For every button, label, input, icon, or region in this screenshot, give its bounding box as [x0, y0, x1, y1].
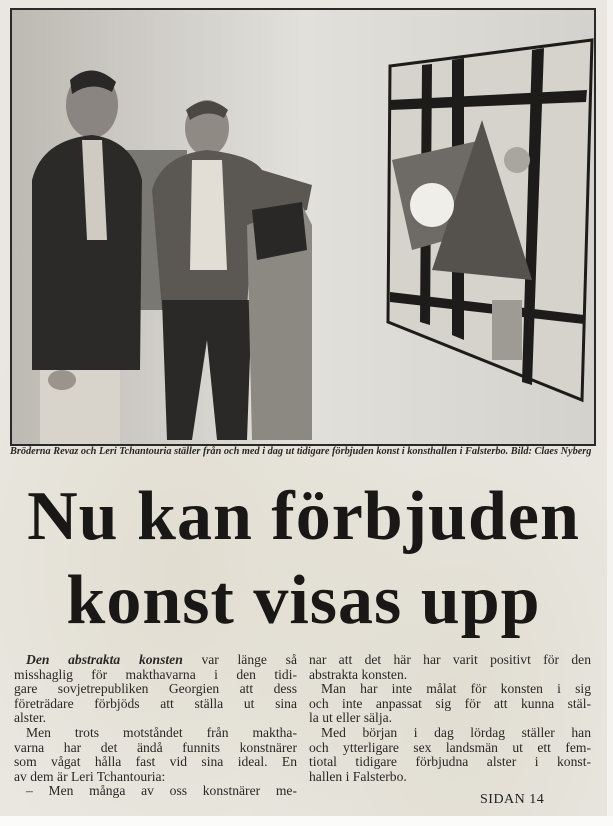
- pedestal: [247, 202, 312, 440]
- body-line: alster.: [14, 710, 47, 726]
- article-column-right: [309, 653, 591, 784]
- body-line: företrädare förbjöds att ställa ut sina: [14, 695, 297, 711]
- scan-edge: [0, 816, 613, 826]
- body-line: som vågat hålla fast vid sina ideal. En: [14, 754, 297, 770]
- body-line: nar att det här har varit positivt för den: [309, 652, 591, 667]
- article-column-left: [14, 653, 297, 799]
- body-line: Med början i dag lördag ställer han: [321, 724, 591, 740]
- body-line: varna har det ändå funnits konstnärer: [14, 739, 297, 755]
- photo-caption: Bröderna Revaz och Leri Tchantouria ställer från och med i dag ut tidigare förbjuden konst i konsthallen i Falsterbo. Bild: Claes Nyberg: [10, 446, 592, 457]
- body-line: [14, 653, 297, 668]
- body-line: la ut eller sälja.: [309, 710, 393, 726]
- lead-in: Den abstrakta konsten: [26, 652, 183, 667]
- headline-line-2: konst visas upp: [66, 562, 541, 639]
- body-line: Men trots motståndet från maktha-: [26, 724, 297, 740]
- body-line: tiotal tidigare förbjudna alster i konst-: [309, 754, 591, 770]
- body-line: hallen i Falsterbo.: [309, 768, 407, 784]
- body-text: var länge så: [182, 652, 297, 667]
- body-line: och inte anpassat sig för att kunna stäl-: [309, 695, 591, 711]
- body-line: gare sovjetrepubliken Georgien att dess: [14, 681, 297, 697]
- headline-line-1: Nu kan förbjuden: [27, 478, 580, 555]
- body-line: och ytterligare sex landsmän ut ett fem-: [309, 739, 591, 755]
- body-line: av dem är Leri Tchantouria:: [14, 768, 166, 784]
- page-reference: SIDAN 14: [480, 792, 545, 807]
- body-line: misshaglig för makthavarna i den tidi-: [14, 666, 297, 682]
- body-line: Man har inte målat för konsten i sig: [321, 681, 591, 697]
- body-line: abstrakta konsten.: [309, 666, 408, 682]
- article-photo: [10, 8, 596, 446]
- photo-image: [12, 10, 594, 444]
- body-line: – Men många av oss konstnärer me-: [26, 783, 297, 799]
